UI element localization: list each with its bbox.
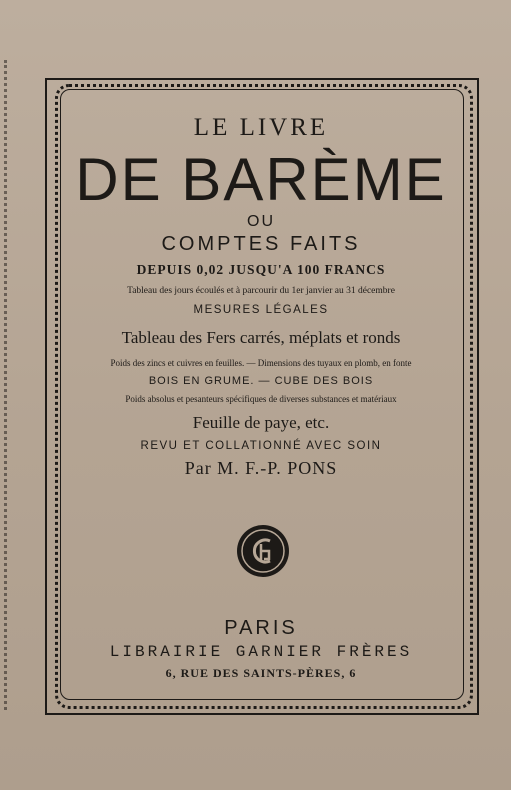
revu-text: REVU ET COLLATIONNÉ AVEC SOIN [140,440,382,452]
poids-zincs-text: Poids des zincs et cuivres en feuilles. — Dimensions des tuyaux en plomb, en fonte [110,358,412,368]
mesures-text: MESURES LÉGALES [193,304,329,316]
fers-text: Tableau des Fers carrés, méplats et ronds [121,328,401,347]
feuille-text: Feuille de paye, etc. [192,413,330,432]
range-text: DEPUIS 0,02 JUSQU'A 100 FRANCS [136,262,386,277]
publisher-address: 6, RUE DES SAINTS-PÈRES, 6 [165,666,357,680]
subtitle-comptes-faits: COMPTES FAITS [161,233,361,255]
title-small: LE LIVRE [193,114,329,141]
title-main: DE BARÈME [75,146,447,213]
garnier-monogram-icon [236,524,290,578]
binding-edge [4,60,11,710]
title-ou: OU [247,213,275,230]
publisher-name: LIBRAIRIE GARNIER FRÈRES [109,643,413,661]
author-text: Par M. F.-P. PONS [184,458,338,478]
poids-absolus-text: Poids absolus et pesanteurs spécifiques de diverses substances et matériaux [125,394,397,404]
publisher-city: PARIS [224,617,298,639]
tableau-jours-text: Tableau des jours écoulés et à parcourir du 1er janvier au 31 décembre [127,286,395,296]
bois-text: BOIS EN GRUME. — CUBE DES BOIS [148,375,374,387]
